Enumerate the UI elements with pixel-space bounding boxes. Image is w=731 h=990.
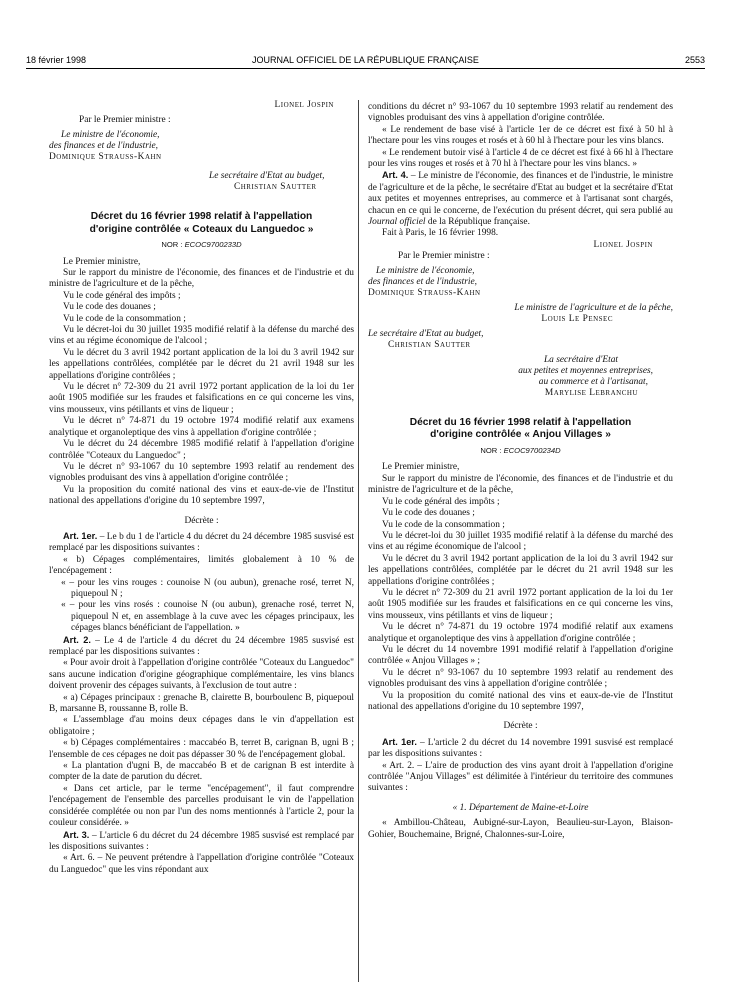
art4-label: Art. 4. — [382, 170, 409, 181]
journal-officiel: Journal officiel — [368, 217, 426, 228]
column-divider — [358, 100, 359, 982]
nor-reference — [368, 445, 673, 456]
secretary-title: Le secrétaire d'Etat au budget, — [368, 328, 484, 339]
para: « Dans cet article, par le terme "encépagement", il faut comprendre l'encépagement de l'ensemble des parcelles produisant le vin de l'appellation considérée complétée ou non par l'un des noms mentionnés à l'article 2, pour la couleur considérée. » — [49, 783, 354, 829]
para: « La plantation d'ugni B, de maccabéo B et de carignan B est interdite à compter de la date de parution du décret. — [49, 761, 354, 783]
decree-title-line-1: Décret du 16 février 1998 relatif à l'appellation — [409, 416, 632, 428]
page-header — [26, 55, 705, 69]
para: Vu le décret du 3 avril 1942 portant application de la loi du 3 avril 1942 sur les appellations contrôlées, complétée par le décret du 21 avril 1948 sur les appellations d'origine contrôlées ; — [368, 553, 673, 587]
par-pm: Par le Premier ministre : — [79, 115, 171, 125]
para: Vu le décret n° 72-309 du 21 avril 1972 portant application de la loi du 1er août 1905 modifiée sur les fraudes et falsifications en ce qui concerne les vins, vins mousseux, vins pétillants et vins de liqueur ; — [368, 587, 673, 621]
para: Vu le décret-loi du 30 juillet 1935 modifié relatif à la défense du marché des vins et au régime économique de l'alcool ; — [368, 530, 673, 553]
decrete-heading: Décrète : — [503, 721, 538, 732]
nor-code: ECOC9700233D — [184, 240, 242, 250]
minister-title-2: des finances et de l'industrie, — [368, 276, 478, 287]
art2-text: – Le 4 de l'article 4 du décret du 24 décembre 1985 susvisé est remplacé par les dispositions suivantes : — [49, 635, 355, 657]
nor-label: NOR : — [480, 446, 502, 456]
article-2 — [49, 635, 354, 659]
agri-minister-name: Louis Le Pensec — [541, 313, 613, 324]
art4-end: de la République française. — [427, 217, 530, 228]
para: conditions du décret n° 93-1067 du 10 septembre 1993 relatif au rendement des vignobles produisant des vins à appellation d'origine contrôlée. — [368, 102, 673, 124]
para: Vu le décret n° 93-1067 du 10 septembre 1993 relatif au rendement des vignobles produisant des vins à appellation d'origine contrôlée ; — [49, 461, 354, 484]
para: Sur le rapport du ministre de l'économie, des finances et de l'industrie et du ministre de l'agriculture et de la pêche, — [368, 473, 673, 496]
para: Le Premier ministre, — [63, 256, 141, 267]
agri-minister-title: Le ministre de l'agriculture et de la pêche, — [514, 302, 673, 313]
pm-name: Lionel Jospin — [274, 100, 334, 110]
para: « b) Cépages complémentaires, limités globalement à 10 % de l'encépagement : — [49, 554, 354, 577]
para: Vu le décret n° 93-1067 du 10 septembre 1993 relatif au rendement des vignobles produisant des vins à appellation d'origine contrôlée ; — [368, 667, 673, 690]
decree-title-line-2: d'origine contrôlée « Coteaux du Languedoc » — [89, 223, 314, 235]
para: Vu la proposition du comité national des vins et eaux-de-vie de l'Institut national des appellations d'origine du 10 septembre 1997, — [49, 484, 354, 507]
nor-label: NOR : — [161, 240, 183, 250]
para: Vu le décret du 24 décembre 1985 modifié relatif à l'appellation d'origine contrôlée "Coteaux du Languedoc" ; — [49, 439, 354, 461]
header-rule — [26, 68, 705, 69]
para: Vu le code de la consommation ; — [382, 519, 505, 530]
art3-label: Art. 3. — [63, 829, 90, 840]
secretary-name: Christian Sautter — [388, 339, 471, 350]
para: Sur le rapport du ministre de l'économie, des finances et de l'industrie et du ministre de l'agriculture et de la pêche, — [49, 268, 354, 290]
minister-title-2: des finances et de l'industrie, — [49, 141, 159, 151]
minister-name: Dominique Strauss-Kahn — [49, 152, 162, 162]
art1-label: Art. 1er. — [382, 736, 417, 747]
para: Vu la proposition du comité national des vins et eaux-de-vie de l'Institut national des appellations d'origine du 10 septembre 1997, — [368, 690, 673, 712]
art1-label: Art. 1er. — [63, 530, 98, 541]
pme-title-3: au commerce et à l'artisanat, — [538, 376, 648, 387]
art3-text: – L'article 6 du décret du 24 décembre 1985 susvisé est remplacé par les dispositions suivantes : — [49, 830, 354, 852]
minister-name: Dominique Strauss-Kahn — [368, 287, 481, 298]
department-heading: « 1. Département de Maine-et-Loire — [452, 802, 589, 813]
secretary-title: Le secrétaire d'Etat au budget, — [209, 171, 325, 181]
para: Vu le décret n° 74-871 du 19 octobre 1974 modifié relatif aux examens analytique et organoleptique des vins à appellation d'origine contrôlée ; — [49, 416, 354, 438]
article-4 — [368, 170, 673, 228]
fait-a-paris: Fait à Paris, le 16 février 1998. — [382, 228, 499, 239]
signature-block — [368, 240, 673, 399]
issue-date: 18 février 1998 — [26, 55, 87, 65]
right-column — [368, 102, 673, 841]
para: Vu le code des douanes ; — [382, 508, 475, 519]
minister-title-1: Le ministre de l'économie, — [61, 130, 160, 140]
pme-title-1: La secrétaire d'Etat — [543, 354, 618, 365]
art4-text: – Le ministre de l'économie, des finances et de l'industrie, le ministre de l'agriculture et de la pêche, le secrétaire d'Etat au budget et la secrétaire d'Etat aux petites et moyennes entreprises, au commerce et à l'artisanat sont chargés, chacun en ce qui le concerne, de l'exécution du présent décret, qui sera publié au — [368, 171, 674, 216]
signature-block-previous — [49, 100, 354, 193]
decree-title-line-2: d'origine contrôlée « Anjou Villages » — [430, 429, 611, 441]
para: « a) Cépages principaux : grenache B, clairette B, bourboulenc B, piquepoul B, marsanne B, roussanne B, rolle B. — [49, 692, 354, 715]
nor-code: ECOC9700234D — [503, 446, 561, 456]
par-pm: Par le Premier ministre : — [398, 250, 490, 261]
para: Le Premier ministre, — [382, 462, 460, 473]
para: « Pour avoir droit à l'appellation d'origine contrôlée "Coteaux du Languedoc" sans aucune indication d'origine géographique complémentaire, les vins blancs doivent provenir des cépages suivants, à l'exclusion de tout autre : — [49, 658, 354, 692]
para: « b) Cépages complémentaires : maccabéo B, terret B, carignan B, ugni B ; l'ensemble de ces cépages ne doit pas dépasser 30 % de l'encépagement global. — [49, 738, 354, 760]
list-item: « – pour les vins rouges : counoise N (ou aubun), grenache rosé, terret N, piquepoul N ; — [61, 577, 354, 599]
pm-name: Lionel Jospin — [593, 239, 653, 250]
decrete-heading: Décrète : — [184, 515, 219, 526]
communes-list: « Ambillou-Château, Aubigné-sur-Layon, Beaulieu-sur-Layon, Blaison-Gohier, Bouchemaine, Brigné, Chalonnes-sur-Loire, — [368, 818, 673, 840]
list-item: « – pour les vins rosés : counoise N (ou aubun), grenache rosé, terret N, piquepoul N et, en assemblage à la cuve avec les cépages principaux, les cépages blancs bénéficiant de l'appellation. » — [61, 600, 354, 634]
secretary-name: Christian Sautter — [234, 182, 317, 192]
para: Vu le code général des impôts ; — [63, 290, 181, 301]
para: Vu le code des douanes ; — [63, 302, 156, 313]
article-3 — [49, 830, 354, 854]
pme-name: Marylise Lebranchu — [544, 387, 638, 398]
article-1 — [49, 531, 354, 555]
para: « L'assemblage d'au moins deux cépages dans le vin d'appellation est obligatoire ; — [49, 715, 354, 737]
art2-label: Art. 2. — [63, 634, 91, 645]
journal-title: JOURNAL OFFICIEL DE LA RÉPUBLIQUE FRANÇAISE — [252, 55, 479, 65]
art1-text: – L'article 2 du décret du 14 novembre 1991 susvisé est remplacé par les dispositions suivantes : — [368, 737, 673, 760]
nor-reference — [49, 239, 354, 250]
decree-title-line-1: Décret du 16 février 1998 relatif à l'appellation — [90, 211, 313, 222]
article-1 — [368, 737, 673, 761]
minister-title-1: Le ministre de l'économie, — [376, 265, 475, 276]
para: Vu le décret du 3 avril 1942 portant application de la loi du 3 avril 1942 sur les appellations contrôlées, complétée par le décret du 21 avril 1948 sur les appellations d'origine contrôlées ; — [49, 347, 354, 381]
para: Vu le code de la consommation ; — [63, 313, 186, 324]
para: Vu le décret n° 72-309 du 21 avril 1972 portant application de la loi du 1er août 1905 modifiée sur les fraudes et falsifications en ce qui concerne les vins, vins mousseux, vins pétillants et vins de liqueur ; — [49, 382, 354, 415]
para: « Art. 2. – L'aire de production des vins ayant droit à l'appellation d'origine contrôlée "Anjou Villages" est délimitée à l'intérieur du territoire des communes suivantes : — [368, 760, 673, 794]
para: Vu le décret du 14 novembre 1991 modifié relatif à l'appellation d'origine contrôlée « Anjou Villages » ; — [368, 644, 673, 667]
para: Vu le décret-loi du 30 juillet 1935 modifié relatif à la défense du marché des vins et au régime économique de l'alcool ; — [49, 325, 354, 347]
para: « Art. 6. – Ne peuvent prétendre à l'appellation d'origine contrôlée "Coteaux du Languedoc" que les vins répondant aux — [49, 853, 354, 875]
pme-title-2: aux petites et moyennes entreprises, — [518, 365, 653, 376]
art1-text: – Le b du 1 de l'article 4 du décret du 24 décembre 1985 susvisé est remplacé par les dispositions suivantes : — [49, 531, 355, 554]
page-number: 2553 — [684, 55, 705, 65]
para: Vu le code général des impôts ; — [382, 496, 500, 507]
para: « Le rendement butoir visé à l'article 4 de ce décret est fixé à 66 hl à l'hectare pour les vins rouges et rosés et à 70 hl à l'hectare pour les vins blancs. » — [368, 147, 673, 170]
left-column — [49, 100, 354, 876]
para: Vu le décret n° 74-871 du 19 octobre 1974 modifié relatif aux examens analytique et organoleptique des vins à appellation d'origine contrôlée ; — [368, 622, 673, 644]
para: « Le rendement de base visé à l'article 1er de ce décret est fixé à 50 hl à l'hectare pour les vins rouges et rosés et à 60 hl à l'hectare pour les vins blancs. — [368, 124, 673, 147]
